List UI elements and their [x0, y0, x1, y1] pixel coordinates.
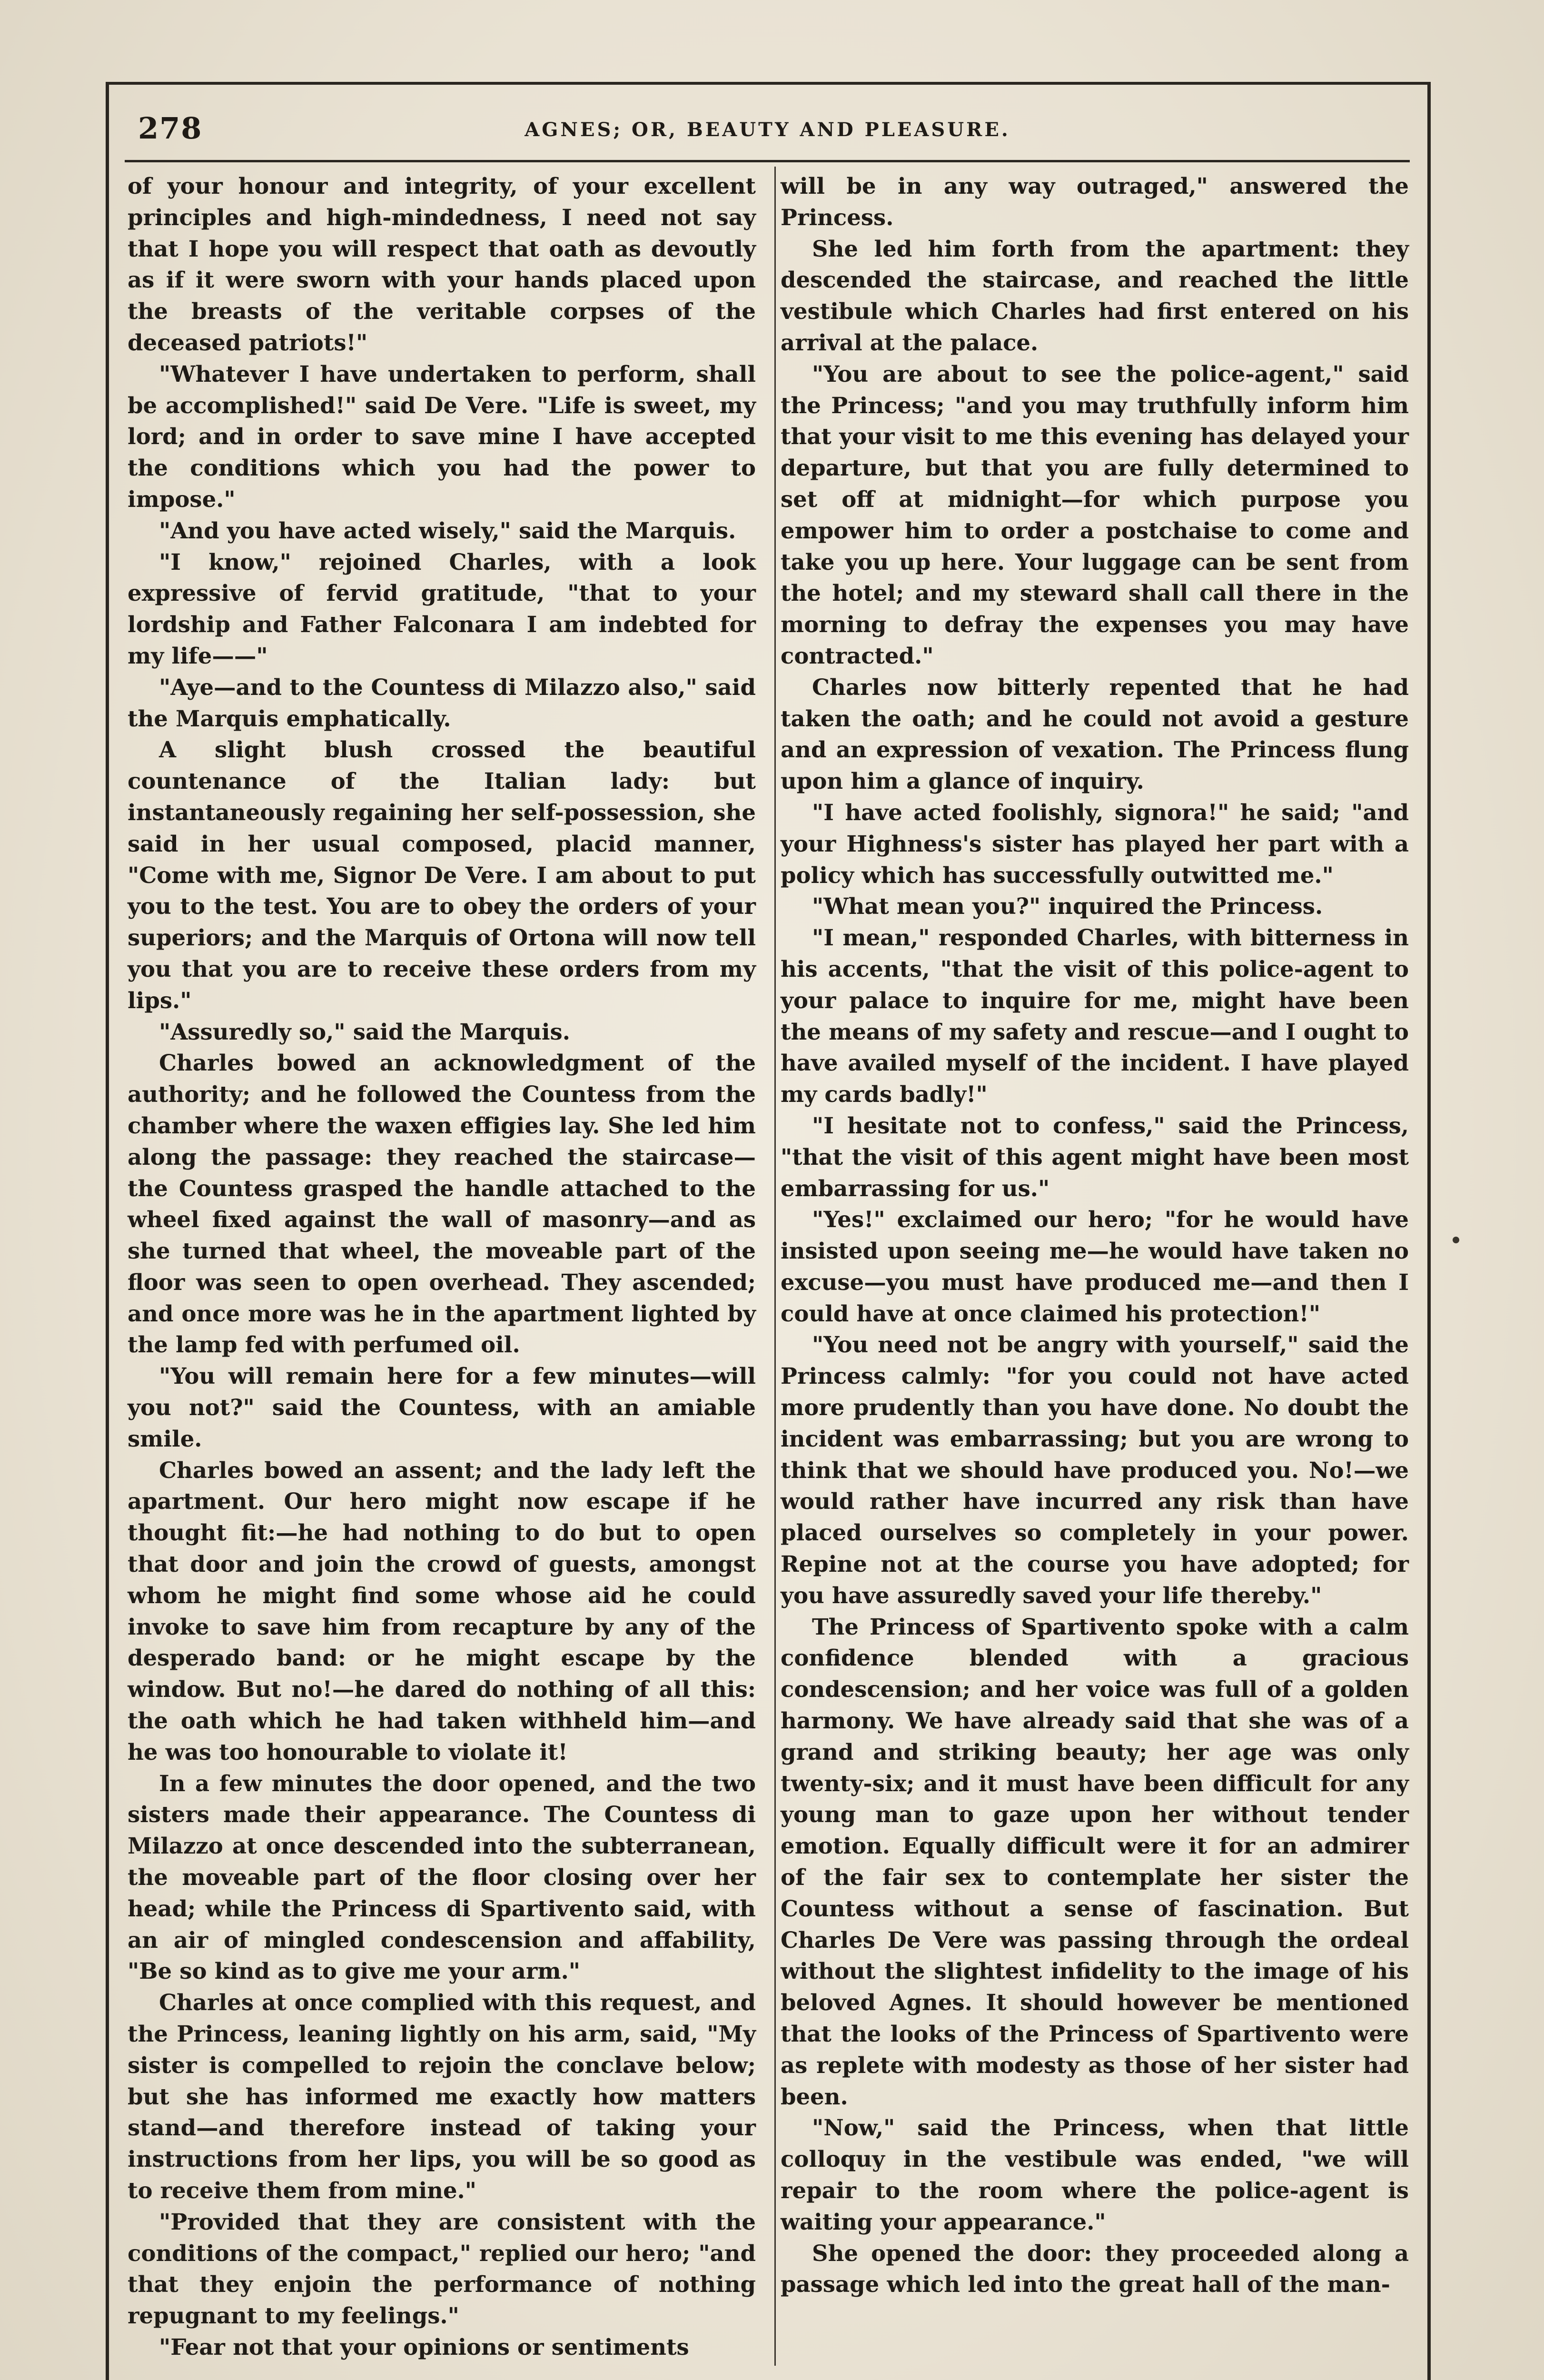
- paragraph: "You will remain here for a few minutes—will you not?" said the Countess, with an amiable smile.: [128, 1363, 756, 1452]
- ink-speck: [1453, 1237, 1459, 1243]
- paragraph: She led him forth from the apartment: they descended the staircase, and reached the little vestibule which Charles had first entered on his arrival at the palace.: [781, 235, 1409, 356]
- paragraph: "Now," said the Princess, when that little colloquy in the vestibule was ended, "we will repair to the room where the police-agent is waiting your appearance.": [781, 2114, 1409, 2235]
- paragraph: "Assuredly so," said the Marquis.: [159, 1018, 570, 1045]
- paragraph: Charles bowed an acknowledgment of the authority; and he followed the Countess from the chamber where the waxen effigies lay. She led him along the passage: they reached the staircase—the Countess grasped the handle attached to the wheel fixed against the wall of masonry—and as she turned that wheel, the moveable part of the floor was seen to open overhead. They ascended; and once more was he in the apartment lighted by the lamp fed with perfumed oil.: [128, 1050, 756, 1358]
- paragraph: Charles now bitterly repented that he had taken the oath; and he could not avoid a gesture and an expression of vexation. The Princess flung upon him a glance of inquiry.: [781, 674, 1409, 794]
- paragraph: "And you have acted wisely," said the Marquis.: [159, 517, 736, 544]
- column-divider: [774, 167, 776, 2366]
- paragraph: "I have acted foolishly, signora!" he said; "and your Highness's sister has played her part with a policy which has successfully outwitted me.": [781, 799, 1409, 888]
- paragraph: The Princess of Spartivento spoke with a calm confidence blended with a gracious condescension; and her voice was full of a golden harmony. We have already said that she was of a grand and striking beauty; her age was only twenty-six; and it must have been difficult for any young man to gaze upon her without tender emotion. Equally difficult were it for an admirer of the fair sex to contemplate her sister the Countess without a sense of fascination. But Charles De Vere was passing through the ordeal without the slightest infidelity to the image of his beloved Agnes. It should however be mentioned that the looks of the Princess of Spartivento were as replete with modesty as those of her sister had been.: [781, 1613, 1409, 2110]
- paragraph: will be in any way outraged," answered the Princess.: [781, 173, 1409, 230]
- left-column: [128, 170, 756, 2363]
- paragraph: "Yes!" exclaimed our hero; "for he would have insisted upon seeing me—he would have taken no excuse—you must have produced me—and then I could have at once claimed his protection!": [781, 1206, 1409, 1327]
- paragraph: "I mean," responded Charles, with bitterness in his accents, "that the visit of this police-agent to your palace to inquire for me, might have been the means of my safety and rescue—and I ought to have availed myself of the incident. I have played my cards badly!": [781, 924, 1409, 1108]
- paragraph: She opened the door: they proceeded along a passage which led into the great hall of the man-: [781, 2240, 1409, 2298]
- paragraph: "Provided that they are consistent with the conditions of the compact," replied our hero; "and that they enjoin the performance of nothing repugnant to my feelings.": [128, 2208, 756, 2329]
- page-header: [138, 107, 1397, 155]
- paragraph: "You need not be angry with yourself," said the Princess calmly: "for you could not have acted more prudently than you have done. No doubt the incident was embarrassing; but you are wrong to think that we should have produced you. No!—we would rather have incurred any risk than have placed ourselves so completely in your power. Repine not at the course you have adopted; for you have assuredly saved your life thereby.": [781, 1331, 1409, 1608]
- running-title: AGNES; OR, BEAUTY AND PLEASURE.: [525, 119, 1010, 141]
- paragraph: "Aye—and to the Countess di Milazzo also," said the Marquis emphatically.: [128, 674, 756, 732]
- paragraph: "I know," rejoined Charles, with a look expressive of fervid gratitude, "that to your lordship and Father Falconara I am indebted for my life——": [128, 548, 756, 669]
- right-column: [781, 170, 1409, 2300]
- paragraph: "Whatever I have undertaken to perform, shall be accomplished!" said De Vere. "Life is sweet, my lord; and in order to save mine I have accepted the conditions which you had the power to impose.": [128, 360, 756, 512]
- paragraph: "I hesitate not to confess," said the Princess, "that the visit of this agent might have been most embarrassing for us.": [781, 1112, 1409, 1201]
- paragraph: Charles bowed an assent; and the lady left the apartment. Our hero might now escape if he thought fit:—he had nothing to do but to open that door and join the crowd of guests, amongst whom he might find some whose aid he could invoke to save him from recapture by any of the desperado band: or he might escape by the window. But no!—he dared do nothing of all this: the oath which he had taken withheld him—and he was too honourable to violate it!: [128, 1457, 756, 1765]
- paragraph: "What mean you?" inquired the Princess.: [812, 893, 1323, 920]
- paragraph: In a few minutes the door opened, and the two sisters made their appearance. The Countess di Milazzo at once descended into the subterranean, the moveable part of the floor closing over her head; while the Princess di Spartivento said, with an air of mingled condescension and affability, "Be so kind as to give me your arm.": [128, 1770, 756, 1984]
- paragraph: Charles at once complied with this request, and the Princess, leaning lightly on his arm, said, "My sister is compelled to rejoin the conclave below; but she has informed me exactly how matters stand—and therefore instead of taking your instructions from her lips, you will be so good as to receive them from mine.": [128, 1989, 756, 2203]
- paragraph: A slight blush crossed the beautiful countenance of the Italian lady: but instantaneously regaining her self-possession, she said in her usual composed, placid manner, "Come with me, Signor De Vere. I am about to put you to the test. You are to obey the orders of your superiors; and the Marquis of Ortona will now tell you that you are to receive these orders from my lips.": [128, 736, 756, 1013]
- page-number: 278: [138, 111, 203, 146]
- paragraph: of your honour and integrity, of your excellent principles and high-mindedness, I need not say that I hope you will respect that oath as devoutly as if it were sworn with your hands placed upon the breasts of the veritable corpses of the deceased patriots!": [128, 173, 756, 356]
- header-rule: [125, 160, 1410, 162]
- paragraph: "You are about to see the police-agent," said the Princess; "and you may truthfully inform him that your visit to me this evening has delayed your departure, but that you are fully determined to set off at midnight—for which purpose you empower him to order a postchaise to come and take you up here. Your luggage can be sent from the hotel; and my steward shall call there in the morning to defray the expenses you may have contracted.": [781, 360, 1409, 669]
- paragraph: "Fear not that your opinions or sentiments: [159, 2333, 689, 2360]
